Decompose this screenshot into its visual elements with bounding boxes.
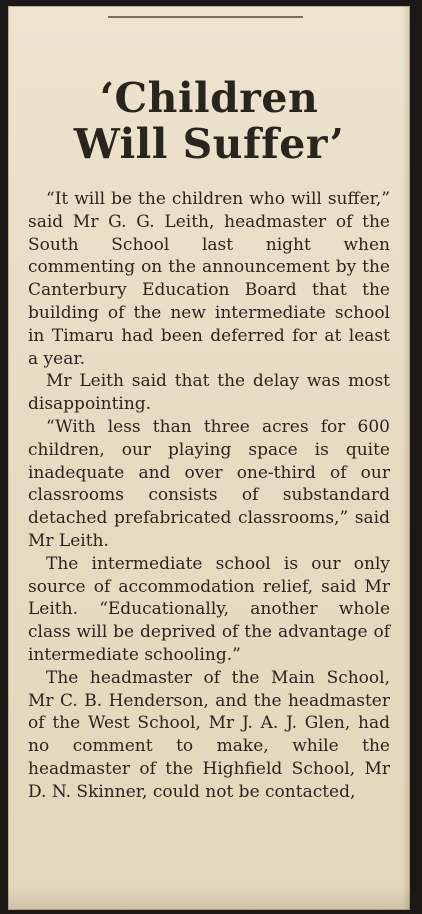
article-paragraph-1: “It will be the children who will suffer,” said Mr G. G. Leith, headmaster of the South School last night when commenting on the announcement by the Canterbury Education Board that the building of the new intermediate school in Timaru had been deferred for at least a year.	[28, 189, 390, 369]
headline-line-2: Will Suffer’	[73, 120, 345, 169]
paper-edge-shadow	[402, 6, 410, 910]
top-rule	[108, 16, 303, 18]
article-paragraph-3: “With less than three acres for 600 children, our playing space is quite inadequate and over one-third of our classrooms consists of substandard detached prefabricated classrooms,” said Mr Leith.	[28, 416, 390, 551]
article-paragraph-4: The intermediate school is our only source of accommodation relief, said Mr Leith. “Educationally, another whole class will be deprived of the advantage of intermediate schooling.”	[28, 553, 390, 665]
newspaper-clipping	[8, 6, 410, 910]
article-paragraph-5: The headmaster of the Main School, Mr C. B. Henderson, and the headmaster of the West School, Mr J. A. J. Glen, had no comment to make, while the headmaster of the Highfield School, Mr D. N. Skinner, could not be contacted,	[28, 667, 390, 802]
headline	[22, 75, 396, 167]
headline-line-1: ‘Children	[99, 74, 319, 123]
paper-fold-shadow	[8, 888, 410, 910]
article-body	[28, 188, 390, 890]
article-paragraph-2: Mr Leith said that the delay was most disappointing.	[28, 371, 390, 415]
